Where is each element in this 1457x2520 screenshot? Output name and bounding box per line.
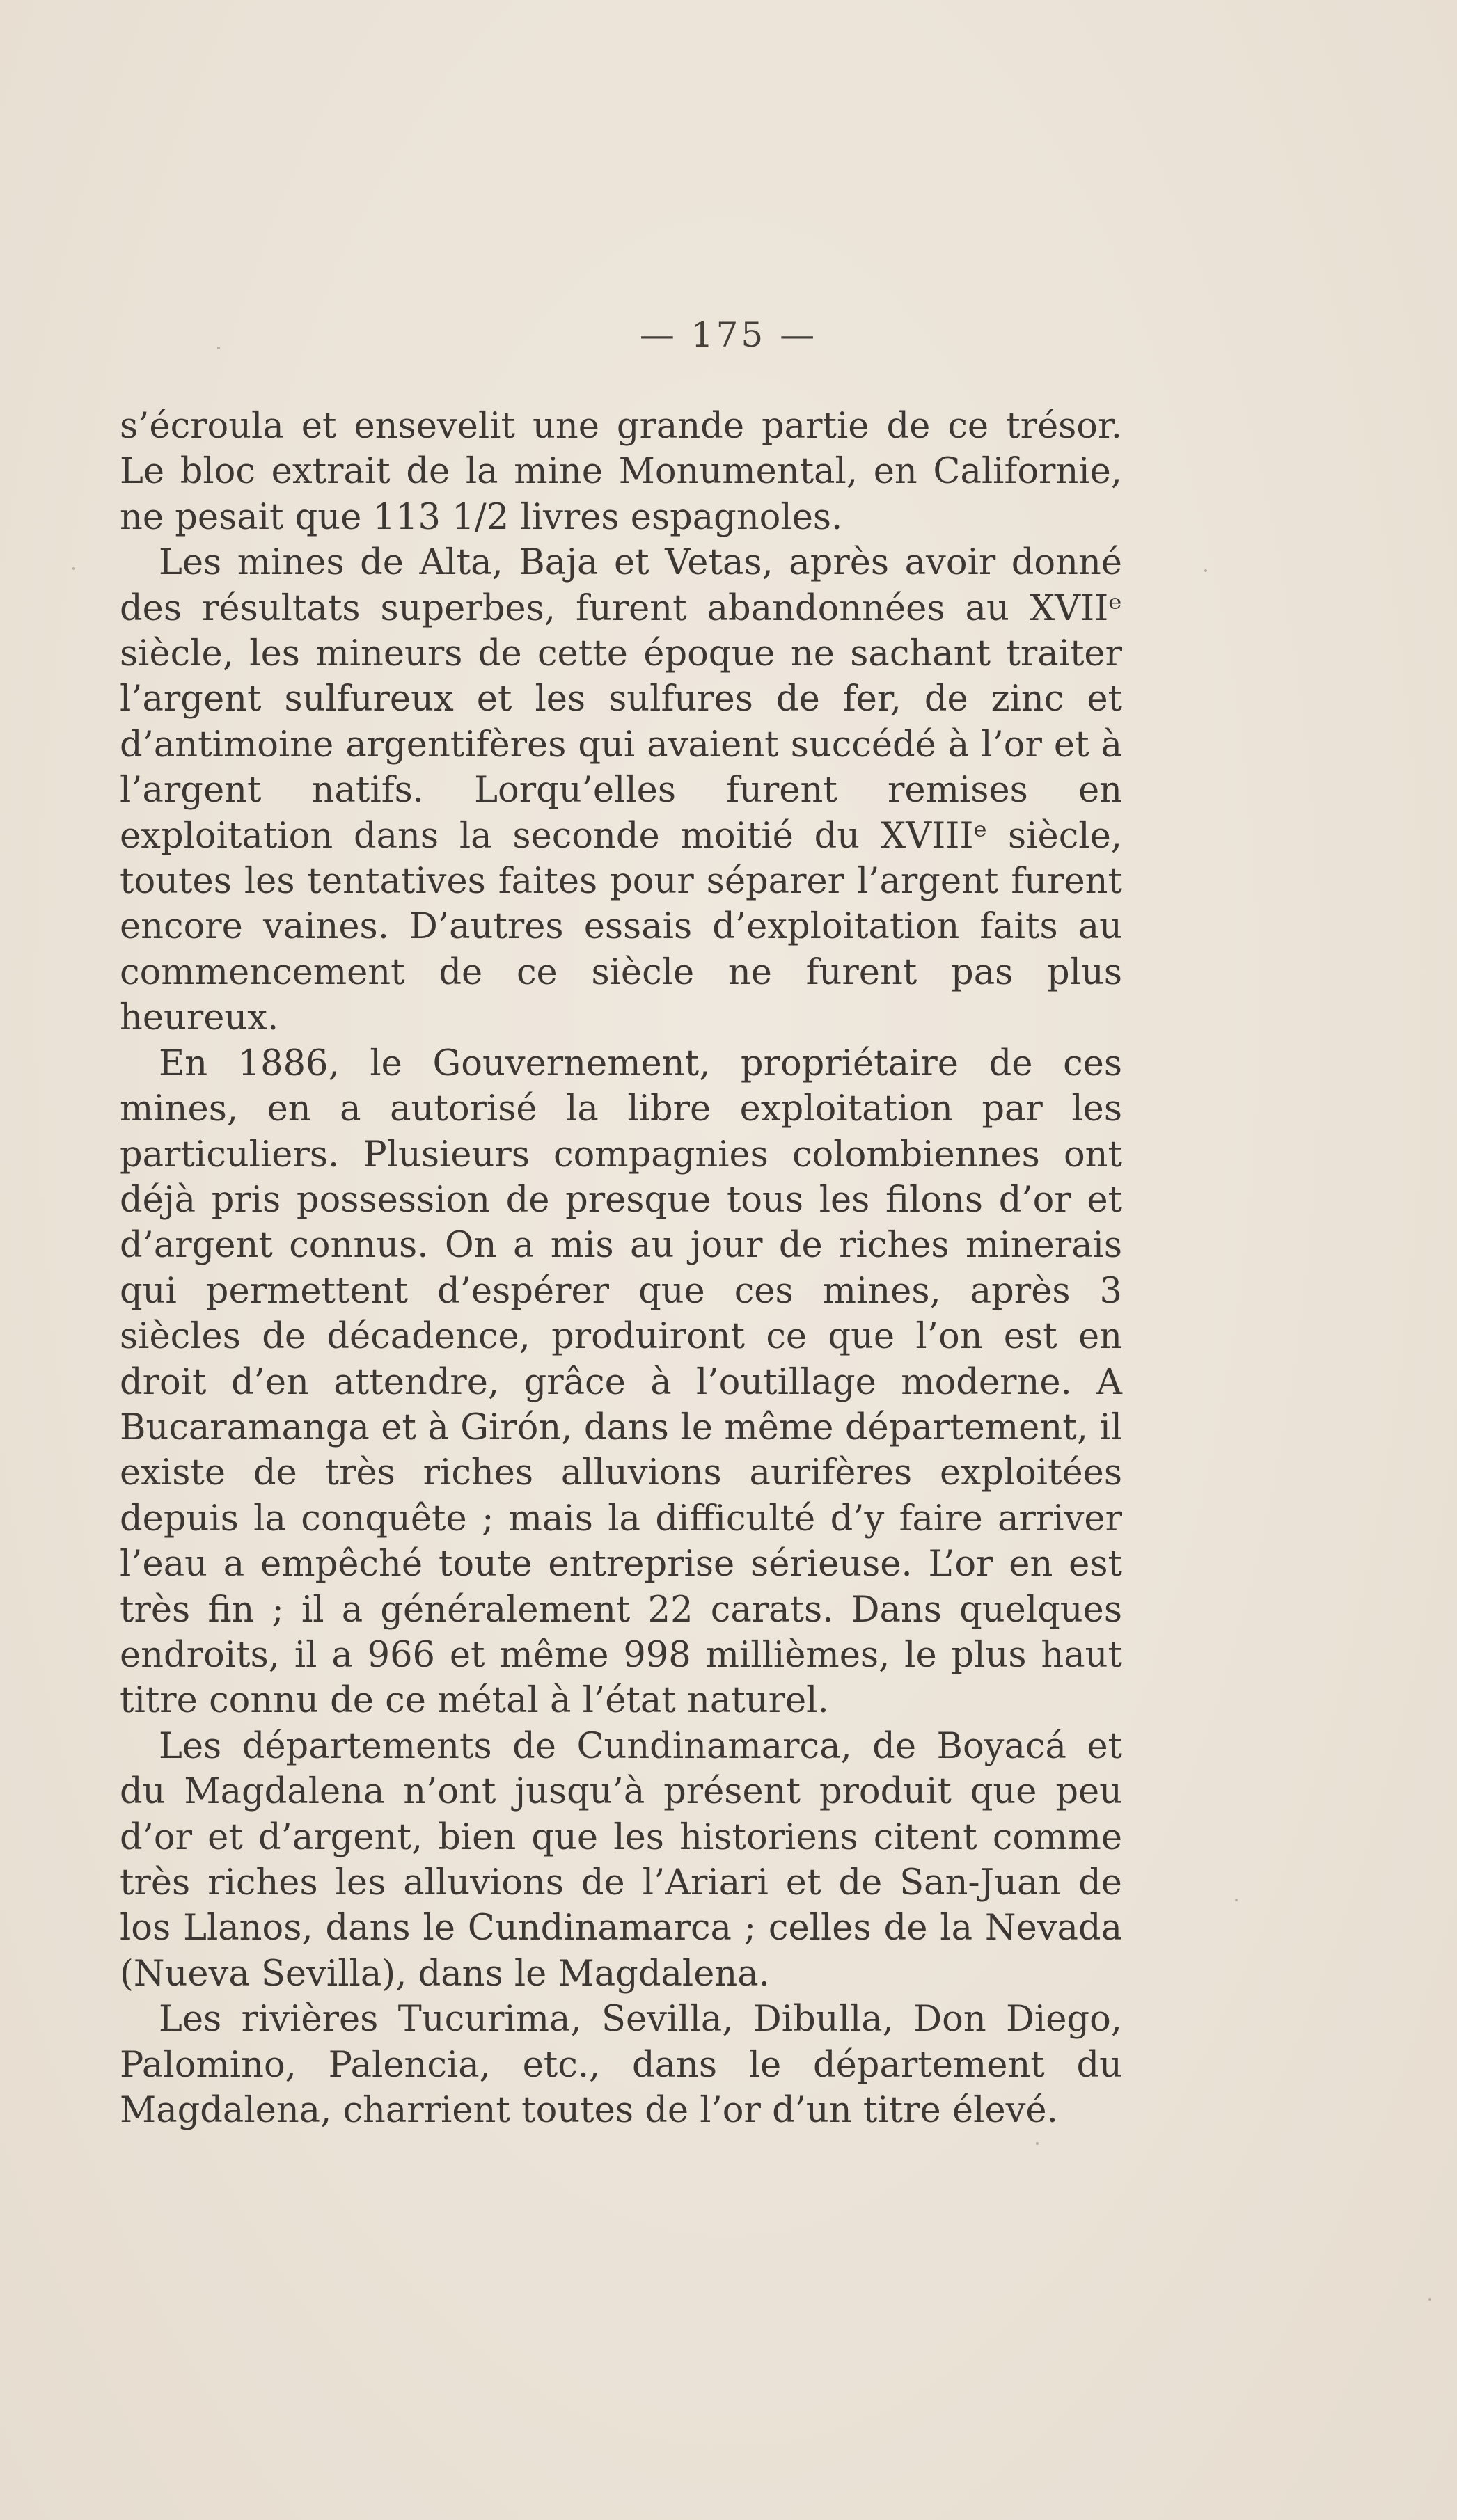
- paper-speck: [1235, 1899, 1238, 1901]
- paper-speck: [1428, 2298, 1431, 2301]
- body-text: [120, 404, 1122, 2133]
- paper-speck: [1036, 2142, 1039, 2145]
- page-number: — 175 —: [639, 315, 818, 355]
- paragraph-4: Les départements de Cundinamarca, de Boyacá et du Magdalena n’ont jusqu’à présent produit que peu d’or et d’argent, bien que les historiens citent comme très riches les alluvions de l’Ariari et de San-Juan de los Llanos, dans le Cundinamarca ; celles de la Nevada (Nueva Sevilla), dans le Magdalena.: [120, 1725, 1122, 1995]
- paper-speck: [1204, 569, 1207, 572]
- paper-speck: [72, 567, 75, 570]
- paragraph-5: Les rivières Tucurima, Sevilla, Dibulla, Don Diego, Palomino, Palencia, etc., dans le département du Magdalena, charrient toutes de l’or d’un titre élevé.: [120, 1999, 1122, 2132]
- paragraph-2: Les mines de Alta, Baja et Vetas, après avoir donné des résultats superbes, furent abandonnées au XVIIᵉ siècle, les mineurs de cette époque ne sachant traiter l’argent sulfureux et les sulfures de fer, de zinc et d’antimoine argentifères qui avaient succédé à l’or et à l’argent natifs. Lorqu’elles furent remises en exploitation dans la seconde moitié du XVIIIᵉ siècle, toutes les tentatives faites pour séparer l’argent furent encore vaines. D’autres essais d’exploitation faits au commencement de ce siècle ne furent pas plus heureux.: [120, 542, 1122, 1039]
- paragraph-3: En 1886, le Gouvernement, propriétaire de ces mines, en a autorisé la libre exploitation par les particuliers. Plusieurs compagnies colombiennes ont déjà pris possession de presque tous les filons d’or et d’argent connus. On a mis au jour de riches minerais qui permettent d’espérer que ces mines, après 3 siècles de décadence, produiront ce que l’on est en droit d’en attendre, grâce à l’outillage moderne. A Bucaramanga et à Girón, dans le même département, il existe de très riches alluvions aurifères exploitées depuis la conquête ; mais la difficulté d’y faire arriver l’eau a empêché toute entreprise sérieuse. L’or en est très fin ; il a généralement 22 carats. Dans quelques endroits, il a 966 et même 998 millièmes, le plus haut titre connu de ce métal à l’état naturel.: [120, 1043, 1122, 1722]
- paragraph-1: s’écroula et ensevelit une grande partie de ce trésor. Le bloc extrait de la mine Monumental, en Californie, ne pesait que 113 1/2 livres espagnoles.: [120, 406, 1122, 538]
- paper-speck: [217, 347, 220, 349]
